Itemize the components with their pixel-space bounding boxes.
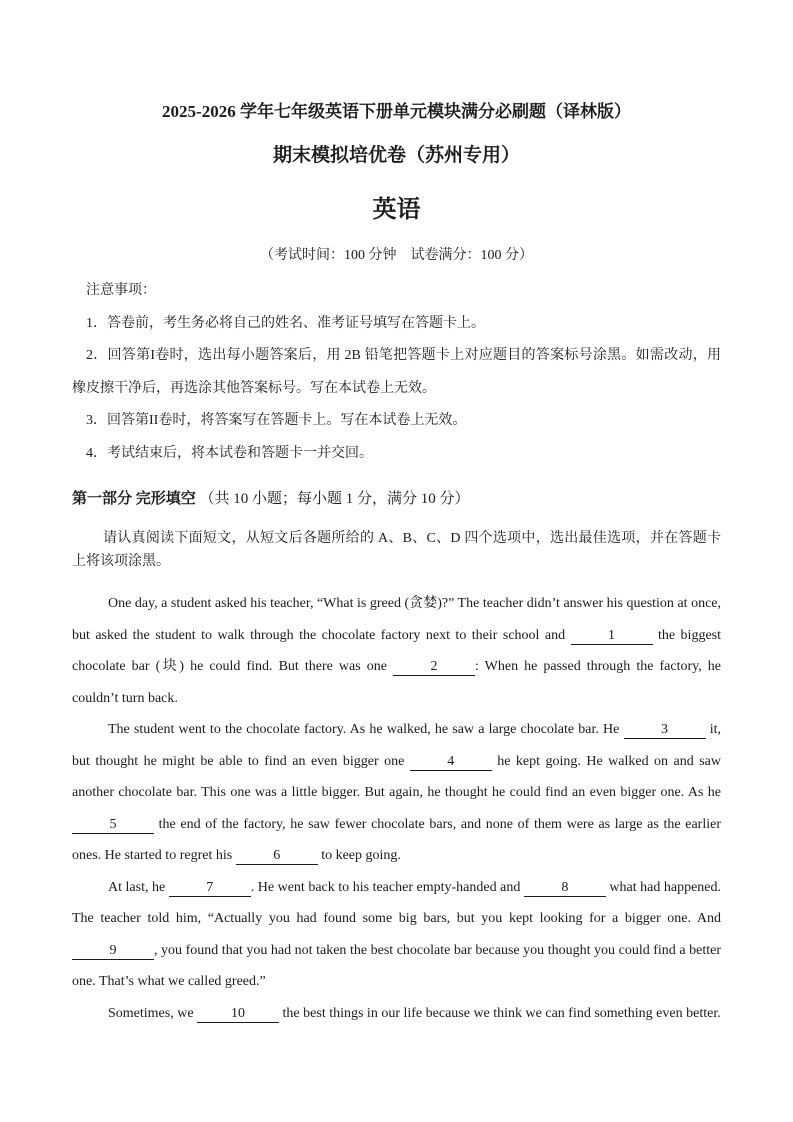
cloze-blank-10: 10 [197,1005,279,1023]
cloze-paragraph-2 [72,714,721,872]
cloze-text: the best things in our life because we think we can find something even better. [279,1005,721,1021]
cloze-text: : When he passed through the factory, he couldn’t turn back. [72,659,721,706]
cloze-paragraph-3 [72,872,721,998]
cloze-text: the biggest chocolate bar (块) he could find. But there was one [72,627,721,674]
cloze-blank-8: 8 [524,879,606,897]
cloze-text: the end of the factory, he saw fewer chocolate bars, and none of them were as large as the earlier ones. He started to regret his [72,816,721,863]
subject-title: 英语 [372,197,421,223]
notice-label: 注意事项： [86,283,156,298]
cloze-text: to keep going. [317,848,401,863]
cloze-passage [72,588,721,1029]
cloze-paragraph-4 [72,998,721,1030]
paper-title-line1: 2025-2026 学年七年级英语下册单元模块满分必刷题（译林版） [162,102,631,121]
notice-item-2: 2．回答第I卷时，选出每小题答案后，用 2B 铅笔把答题卡上对应题目的答案标号涂黑。如需改动，用橡皮擦干净后，再选涂其他答案标号。写在本试卷上无效。 [72,348,721,396]
cloze-blank-9: 9 [72,942,154,960]
cloze-text: , you found that you had not taken the best chocolate bar because you thought you could find a better one. That’s what we called greed.” [72,942,721,989]
cloze-blank-7: 7 [169,879,251,897]
cloze-text: what had happened. The teacher told him, “Actually you had found some big bars, but you kept looking for a bigger one. And [72,879,722,926]
section1-heading-note: （共 10 小题；每小题 1 分，满分 10 分） [199,491,470,507]
cloze-text: The student went to the chocolate factory. As he walked, he saw a large chocolate bar. He [108,722,624,737]
section1-instructions: 请认真阅读下面短文，从短文后各题所给的 A、B、C、D 四个选项中，选出最佳选项，并在答题卡上将该项涂黑。 [72,531,721,569]
cloze-blank-5: 5 [72,816,154,834]
notice-item-4: 4．考试结束后，将本试卷和答题卡一并交回。 [86,445,373,461]
notice-item-1: 1．答卷前，考生务必将自己的姓名、准考证号填写在答题卡上。 [86,315,485,331]
cloze-blank-4: 4 [410,753,492,771]
paper-title-line2: 期末模拟培优卷（苏州专用） [272,145,520,166]
cloze-blank-2: 2 [393,658,475,676]
cloze-text: he kept going. He walked on and saw another chocolate bar. This one was a little bigger. But again, he thought he could find an even bigger one. As he [72,753,721,800]
notice-item-3: 3．回答第II卷时，将答案写在答题卡上。写在本试卷上无效。 [86,413,467,428]
section1-heading-title: 第一部分 完形填空 [72,491,196,507]
cloze-text: One day, a student asked his teacher, “What is greed (贪婪)?” The teacher didn’t answer his question at once, but asked the student to walk through the chocolate factory next to their school and [72,596,721,643]
cloze-text: At last, he [108,879,169,895]
cloze-blank-6: 6 [236,847,318,865]
notice-section [72,275,721,470]
cloze-text: Sometimes, we [108,1005,198,1021]
cloze-blank-3: 3 [624,721,706,739]
cloze-text: . He went back to his teacher empty-handed and [250,879,524,895]
cloze-paragraph-1 [72,588,721,714]
cloze-text: it, but thought he might be able to find an even bigger one [72,722,721,769]
cloze-blank-1: 1 [571,627,653,645]
exam-info: （考试时间：100 分钟 试卷满分：100 分） [260,248,533,263]
section1-heading [72,484,721,514]
